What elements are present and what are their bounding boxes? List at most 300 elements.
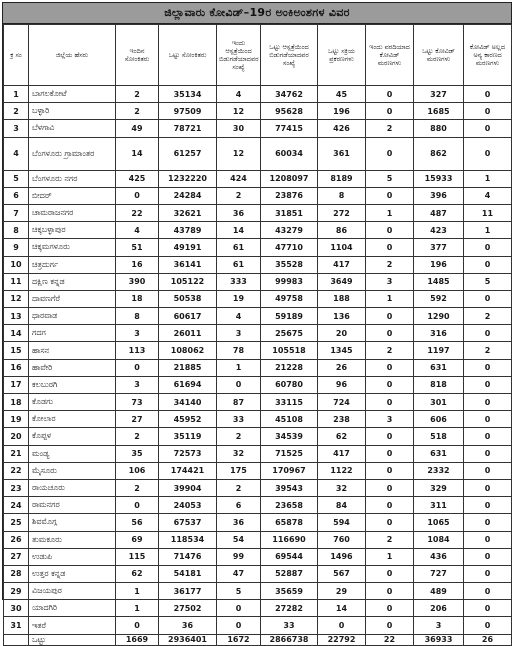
table-row	[4, 256, 512, 273]
header-today-positive: ಇಂದಿನ ಸೋಂಕಿತರು	[116, 25, 159, 86]
cell-active-cases: 1104	[318, 239, 366, 256]
cell-today-positive: 0	[116, 617, 159, 634]
cell-total-discharged: 23876	[261, 187, 318, 204]
cell-today-deaths: 0	[366, 239, 414, 256]
cell-non-covid-deaths: 0	[464, 103, 512, 120]
cell-today-positive: 2	[116, 86, 159, 103]
cell-active-cases: 26	[318, 359, 366, 376]
cell-sl-no: 11	[4, 273, 29, 290]
cell-today-discharged: 19	[217, 290, 261, 307]
cell-district-name: ಚಾಮರಾಜನಗರ	[29, 204, 116, 221]
cell-non-covid-deaths: 1	[464, 222, 512, 239]
header-total-discharged: ಒಟ್ಟು ಆಸ್ಪತ್ರೆಯಿಂದ ಬಿಡುಗಡೆಯಾದವರ ಸಂಖ್ಯೆ	[261, 25, 318, 86]
cell-sl-no: 18	[4, 394, 29, 411]
cell-today-deaths: 0	[366, 462, 414, 479]
cell-non-covid-deaths: 0	[464, 239, 512, 256]
cell-sl-no: 27	[4, 548, 29, 565]
cell-total-discharged: 33	[261, 617, 318, 634]
cell-total-positive: 36	[159, 617, 217, 634]
cell-active-cases: 1122	[318, 462, 366, 479]
cell-total-positive: 97509	[159, 103, 217, 120]
cell-total-deaths: 487	[414, 204, 464, 221]
cell-district-name: ಬಳ್ಳಾರಿ	[29, 103, 116, 120]
header-sl-no: ಕ್ರ ಸಂ	[4, 25, 29, 86]
cell-total-positive: 1232220	[159, 170, 217, 187]
cell-district-name: ಗದಗ	[29, 325, 116, 342]
cell-today-discharged: 33	[217, 411, 261, 428]
cell-today-positive: 3	[116, 325, 159, 342]
cell-today-deaths: 0	[366, 359, 414, 376]
cell-today-discharged: 12	[217, 137, 261, 170]
cell-total-deaths: 301	[414, 394, 464, 411]
cell-total-discharged: 116690	[261, 531, 318, 548]
cell-today-discharged: 4	[217, 308, 261, 325]
cell-today-positive: 27	[116, 411, 159, 428]
cell-total-discharged: 35659	[261, 583, 318, 600]
cell-today-deaths: 0	[366, 394, 414, 411]
cell-active-cases: 724	[318, 394, 366, 411]
cell-sl-no: 31	[4, 617, 29, 634]
cell-active-cases: 62	[318, 428, 366, 445]
header-row	[4, 25, 512, 86]
cell-today-discharged: 12	[217, 103, 261, 120]
table-row	[4, 342, 512, 359]
cell-today-positive: 1	[116, 600, 159, 617]
cell-total-deaths: 377	[414, 239, 464, 256]
table-row	[4, 137, 512, 170]
cell-today-deaths: 3	[366, 273, 414, 290]
cell-district-name: ಹಾವೇರಿ	[29, 359, 116, 376]
cell-total-positive: 71476	[159, 548, 217, 565]
cell-today-discharged: 1	[217, 359, 261, 376]
cell-total-positive: 61257	[159, 137, 217, 170]
cell-total-discharged: 39543	[261, 479, 318, 496]
cell-sl-no: 14	[4, 325, 29, 342]
cell-today-deaths: 2	[366, 342, 414, 359]
cell-total-discharged: 27282	[261, 600, 318, 617]
cell-today-discharged: 0	[217, 617, 261, 634]
table-row	[4, 411, 512, 428]
cell-today-positive: 106	[116, 462, 159, 479]
cell-sl-no: 26	[4, 531, 29, 548]
cell-total-positive: 108062	[159, 342, 217, 359]
cell-district-name: ಬೀದರ್	[29, 187, 116, 204]
cell-non-covid-deaths: 0	[464, 479, 512, 496]
cell-active-cases: 196	[318, 103, 366, 120]
cell-total-deaths: 396	[414, 187, 464, 204]
cell-active-cases: 361	[318, 137, 366, 170]
cell-today-positive: 8	[116, 308, 159, 325]
cell-today-positive: 35	[116, 445, 159, 462]
cell-today-discharged: 32	[217, 445, 261, 462]
cell-total-positive: 32621	[159, 204, 217, 221]
cell-total-deaths: 489	[414, 583, 464, 600]
cell-total-discharged: 99983	[261, 273, 318, 290]
cell-district-name: ರಾಮನಗರ	[29, 497, 116, 514]
cell-non-covid-deaths: 0	[464, 548, 512, 565]
cell-active-cases: 96	[318, 376, 366, 393]
cell-total-discharged: 43279	[261, 222, 318, 239]
cell-today-discharged: 6	[217, 497, 261, 514]
cell-total-positive: 35119	[159, 428, 217, 445]
table-row	[4, 86, 512, 103]
table-row	[4, 445, 512, 462]
cell-non-covid-deaths: 11	[464, 204, 512, 221]
cell-today-discharged: 87	[217, 394, 261, 411]
cell-total-positive: 50538	[159, 290, 217, 307]
header-district: ಜಿಲ್ಲೆಯ ಹೆಸರು	[29, 25, 116, 86]
cell-today-deaths: 0	[366, 187, 414, 204]
cell-total-positive: 35134	[159, 86, 217, 103]
table-row	[4, 103, 512, 120]
table-row	[4, 428, 512, 445]
cell-district-name: ಬಾಗಲಕೋಟೆ	[29, 86, 116, 103]
cell-today-discharged: 36	[217, 204, 261, 221]
cell-today-positive: 3	[116, 376, 159, 393]
header-total-deaths: ಒಟ್ಟು ಕೋವಿಡ್ ಮರಣಗಳು	[414, 25, 464, 86]
cell-total-deaths: 880	[414, 120, 464, 137]
cell-today-positive: 0	[116, 359, 159, 376]
cell-today-positive: 390	[116, 273, 159, 290]
table-row	[4, 222, 512, 239]
cell-today-discharged: 424	[217, 170, 261, 187]
cell-total-discharged: 25675	[261, 325, 318, 342]
table-body	[4, 86, 512, 646]
cell-today-discharged: 47	[217, 565, 261, 582]
cell-non-covid-deaths: 0	[464, 120, 512, 137]
cell-non-covid-deaths: 0	[464, 497, 512, 514]
cell-today-discharged: 4	[217, 86, 261, 103]
cell-today-positive: 73	[116, 394, 159, 411]
cell-district-name: ಚಿತ್ರದುರ್ಗ	[29, 256, 116, 273]
cell-active-cases: 188	[318, 290, 366, 307]
cell-total-discharged: 60780	[261, 376, 318, 393]
cell-total-discharged: 71525	[261, 445, 318, 462]
table-row	[4, 308, 512, 325]
cell-total-positive: 39904	[159, 479, 217, 496]
cell-sl-no: 12	[4, 290, 29, 307]
table-row	[4, 359, 512, 376]
cell-today-discharged: 36	[217, 514, 261, 531]
cell-today-positive: 69	[116, 531, 159, 548]
table-title-text: ಜಿಲ್ಲಾವಾರು ಕೋವಿಡ್–19ರ ಅಂಕಿಅಂಶಗಳ ವಿವರ	[164, 6, 350, 19]
table-row	[4, 325, 512, 342]
cell-sl-no: 2	[4, 103, 29, 120]
table-row	[4, 600, 512, 617]
cell-today-positive: 2	[116, 103, 159, 120]
cell-total-discharged: 23658	[261, 497, 318, 514]
cell-non-covid-deaths: 1	[464, 170, 512, 187]
cell-district-name: ವಿಜಯಪುರ	[29, 583, 116, 600]
cell-total-discharged: 1208097	[261, 170, 318, 187]
cell-active-cases: 84	[318, 497, 366, 514]
cell-sl-no: 7	[4, 204, 29, 221]
cell-district-name: ಕೊಡಗು	[29, 394, 116, 411]
cell-non-covid-deaths: 0	[464, 359, 512, 376]
total-total-positive: 2936401	[159, 634, 217, 645]
cell-total-positive: 54181	[159, 565, 217, 582]
cell-district-name: ಕೋಲಾರ	[29, 411, 116, 428]
cell-today-discharged: 54	[217, 531, 261, 548]
table-row	[4, 617, 512, 634]
cell-sl-no: 23	[4, 479, 29, 496]
cell-today-discharged: 2	[217, 187, 261, 204]
cell-total-positive: 36177	[159, 583, 217, 600]
cell-today-discharged: 99	[217, 548, 261, 565]
cell-sl-no: 29	[4, 583, 29, 600]
cell-today-deaths: 2	[366, 531, 414, 548]
total-today-deaths: 22	[366, 634, 414, 645]
cell-total-deaths: 592	[414, 290, 464, 307]
cell-today-discharged: 0	[217, 376, 261, 393]
totals-row	[4, 634, 512, 645]
cell-non-covid-deaths: 5	[464, 273, 512, 290]
cell-non-covid-deaths: 0	[464, 600, 512, 617]
cell-today-positive: 62	[116, 565, 159, 582]
cell-total-deaths: 727	[414, 565, 464, 582]
cell-total-deaths: 327	[414, 86, 464, 103]
cell-district-name: ಕಲಬುರಗಿ	[29, 376, 116, 393]
cell-today-deaths: 0	[366, 376, 414, 393]
total-today-discharged: 1672	[217, 634, 261, 645]
cell-total-deaths: 631	[414, 445, 464, 462]
cell-district-name: ಬೆಂಗಳೂರು ನಗರ	[29, 170, 116, 187]
cell-total-discharged: 47710	[261, 239, 318, 256]
cell-district-name: ಕೊಪ್ಪಳ	[29, 428, 116, 445]
cell-today-discharged: 3	[217, 325, 261, 342]
cell-today-deaths: 0	[366, 583, 414, 600]
cell-non-covid-deaths: 0	[464, 514, 512, 531]
cell-total-discharged: 35528	[261, 256, 318, 273]
cell-non-covid-deaths: 0	[464, 290, 512, 307]
total-today-positive: 1669	[116, 634, 159, 645]
cell-non-covid-deaths: 2	[464, 342, 512, 359]
cell-today-deaths: 0	[366, 514, 414, 531]
cell-sl-no: 9	[4, 239, 29, 256]
header-non-covid-deaths: ಕೋವಿಡ್ ಅಲ್ಲದ ಅನ್ಯ ಕಾರಣದ ಮರಣಗಳು	[464, 25, 512, 86]
cell-sl-no: 21	[4, 445, 29, 462]
cell-total-deaths: 1084	[414, 531, 464, 548]
cell-district-name: ಚಿಕ್ಕಮಗಳೂರು	[29, 239, 116, 256]
cell-sl-no: 19	[4, 411, 29, 428]
table-row	[4, 187, 512, 204]
cell-total-deaths: 631	[414, 359, 464, 376]
cell-today-positive: 113	[116, 342, 159, 359]
cell-total-positive: 45952	[159, 411, 217, 428]
cell-today-deaths: 0	[366, 222, 414, 239]
cell-today-deaths: 0	[366, 617, 414, 634]
cell-active-cases: 86	[318, 222, 366, 239]
cell-total-deaths: 311	[414, 497, 464, 514]
cell-total-deaths: 206	[414, 600, 464, 617]
cell-total-discharged: 59189	[261, 308, 318, 325]
cell-today-discharged: 5	[217, 583, 261, 600]
cell-total-discharged: 77415	[261, 120, 318, 137]
cell-today-discharged: 0	[217, 600, 261, 617]
cell-sl-no: 16	[4, 359, 29, 376]
cell-active-cases: 8189	[318, 170, 366, 187]
cell-active-cases: 45	[318, 86, 366, 103]
cell-active-cases: 20	[318, 325, 366, 342]
cell-district-name: ಇತರೆ	[29, 617, 116, 634]
cell-total-positive: 24053	[159, 497, 217, 514]
cell-non-covid-deaths: 2	[464, 308, 512, 325]
cell-district-name: ದಕ್ಷಿಣ ಕನ್ನಡ	[29, 273, 116, 290]
cell-today-discharged: 175	[217, 462, 261, 479]
cell-district-name: ಬೆಳಗಾವಿ	[29, 120, 116, 137]
cell-total-deaths: 3	[414, 617, 464, 634]
cell-total-deaths: 436	[414, 548, 464, 565]
cell-active-cases: 136	[318, 308, 366, 325]
total-district-name: ಒಟ್ಟು	[29, 634, 116, 645]
cell-sl-no: 5	[4, 170, 29, 187]
cell-total-deaths: 423	[414, 222, 464, 239]
cell-sl-no: 22	[4, 462, 29, 479]
cell-sl-no: 8	[4, 222, 29, 239]
cell-active-cases: 594	[318, 514, 366, 531]
table-row	[4, 394, 512, 411]
cell-total-deaths: 1065	[414, 514, 464, 531]
cell-today-deaths: 0	[366, 325, 414, 342]
cell-district-name: ಶಿವಮೊಗ್ಗ	[29, 514, 116, 531]
cell-today-positive: 14	[116, 137, 159, 170]
cell-today-positive: 0	[116, 497, 159, 514]
cell-active-cases: 3649	[318, 273, 366, 290]
cell-today-discharged: 78	[217, 342, 261, 359]
cell-total-discharged: 31851	[261, 204, 318, 221]
cell-active-cases: 567	[318, 565, 366, 582]
cell-today-discharged: 14	[217, 222, 261, 239]
cell-total-discharged: 170967	[261, 462, 318, 479]
cell-sl-no: 13	[4, 308, 29, 325]
cell-today-positive: 1	[116, 583, 159, 600]
cell-active-cases: 0	[318, 617, 366, 634]
cell-sl-no: 30	[4, 600, 29, 617]
cell-today-positive: 18	[116, 290, 159, 307]
cell-today-deaths: 0	[366, 445, 414, 462]
cell-non-covid-deaths: 0	[464, 428, 512, 445]
cell-total-deaths: 196	[414, 256, 464, 273]
cell-total-discharged: 34539	[261, 428, 318, 445]
cell-today-positive: 4	[116, 222, 159, 239]
district-covid-table	[3, 24, 512, 646]
cell-non-covid-deaths: 4	[464, 187, 512, 204]
cell-district-name: ಧಾರವಾಡ	[29, 308, 116, 325]
cell-active-cases: 760	[318, 531, 366, 548]
cell-today-discharged: 61	[217, 256, 261, 273]
cell-total-deaths: 316	[414, 325, 464, 342]
cell-active-cases: 29	[318, 583, 366, 600]
cell-total-positive: 60617	[159, 308, 217, 325]
cell-district-name: ಹಾಸನ	[29, 342, 116, 359]
table-row	[4, 290, 512, 307]
cell-total-positive: 105122	[159, 273, 217, 290]
cell-today-deaths: 0	[366, 86, 414, 103]
cell-total-discharged: 34762	[261, 86, 318, 103]
table-row	[4, 170, 512, 187]
table-row	[4, 531, 512, 548]
cell-total-discharged: 65878	[261, 514, 318, 531]
covid-stats-sheet	[2, 2, 512, 644]
cell-today-deaths: 1	[366, 548, 414, 565]
cell-active-cases: 417	[318, 256, 366, 273]
cell-today-deaths: 0	[366, 137, 414, 170]
table-row	[4, 479, 512, 496]
header-active-cases: ಒಟ್ಟು ಸಕ್ರಿಯ ಪ್ರಕರಣಗಳು	[318, 25, 366, 86]
cell-non-covid-deaths: 0	[464, 462, 512, 479]
cell-total-discharged: 105518	[261, 342, 318, 359]
cell-district-name: ಮಂಡ್ಯ	[29, 445, 116, 462]
cell-total-positive: 34140	[159, 394, 217, 411]
cell-non-covid-deaths: 0	[464, 394, 512, 411]
cell-total-deaths: 329	[414, 479, 464, 496]
cell-total-discharged: 60034	[261, 137, 318, 170]
cell-district-name: ಉತ್ತರ ಕನ್ನಡ	[29, 565, 116, 582]
cell-sl-no: 1	[4, 86, 29, 103]
cell-total-deaths: 1685	[414, 103, 464, 120]
cell-active-cases: 8	[318, 187, 366, 204]
cell-total-positive: 24284	[159, 187, 217, 204]
cell-district-name: ದಾವಣಗೆರೆ	[29, 290, 116, 307]
cell-today-positive: 2	[116, 428, 159, 445]
cell-total-discharged: 49758	[261, 290, 318, 307]
cell-non-covid-deaths: 0	[464, 531, 512, 548]
cell-today-deaths: 2	[366, 120, 414, 137]
cell-non-covid-deaths: 0	[464, 445, 512, 462]
cell-today-deaths: 0	[366, 103, 414, 120]
cell-total-deaths: 818	[414, 376, 464, 393]
cell-today-deaths: 0	[366, 308, 414, 325]
cell-total-discharged: 95628	[261, 103, 318, 120]
cell-sl-no: 17	[4, 376, 29, 393]
cell-total-deaths: 1485	[414, 273, 464, 290]
cell-today-discharged: 30	[217, 120, 261, 137]
cell-district-name: ಯಾದಗಿರಿ	[29, 600, 116, 617]
cell-total-deaths: 518	[414, 428, 464, 445]
cell-active-cases: 32	[318, 479, 366, 496]
cell-total-discharged: 21228	[261, 359, 318, 376]
cell-today-deaths: 0	[366, 497, 414, 514]
cell-total-deaths: 15933	[414, 170, 464, 187]
cell-active-cases: 238	[318, 411, 366, 428]
cell-district-name: ತುಮಕೂರು	[29, 531, 116, 548]
header-today-deaths: ಇಂದು ವರದಿಯಾದ ಕೋವಿಡ್ ಮರಣಗಳು	[366, 25, 414, 86]
cell-non-covid-deaths: 0	[464, 325, 512, 342]
cell-total-positive: 118534	[159, 531, 217, 548]
cell-sl-no: 28	[4, 565, 29, 582]
cell-sl-no: 20	[4, 428, 29, 445]
cell-today-positive: 115	[116, 548, 159, 565]
table-row	[4, 514, 512, 531]
cell-district-name: ರಾಯಚೂರು	[29, 479, 116, 496]
cell-total-deaths: 606	[414, 411, 464, 428]
total-active-cases: 22792	[318, 634, 366, 645]
cell-total-positive: 36141	[159, 256, 217, 273]
cell-sl-no: 10	[4, 256, 29, 273]
cell-sl-no: 3	[4, 120, 29, 137]
cell-today-positive: 2	[116, 479, 159, 496]
table-row	[4, 204, 512, 221]
table-row	[4, 273, 512, 290]
cell-today-discharged: 2	[217, 479, 261, 496]
cell-total-deaths: 1290	[414, 308, 464, 325]
cell-district-name: ಚಿಕ್ಕಬಳ್ಳಾಪುರ	[29, 222, 116, 239]
cell-district-name: ಮೈಸೂರು	[29, 462, 116, 479]
cell-total-deaths: 1197	[414, 342, 464, 359]
total-total-deaths: 36933	[414, 634, 464, 645]
table-row	[4, 120, 512, 137]
cell-today-discharged: 2	[217, 428, 261, 445]
